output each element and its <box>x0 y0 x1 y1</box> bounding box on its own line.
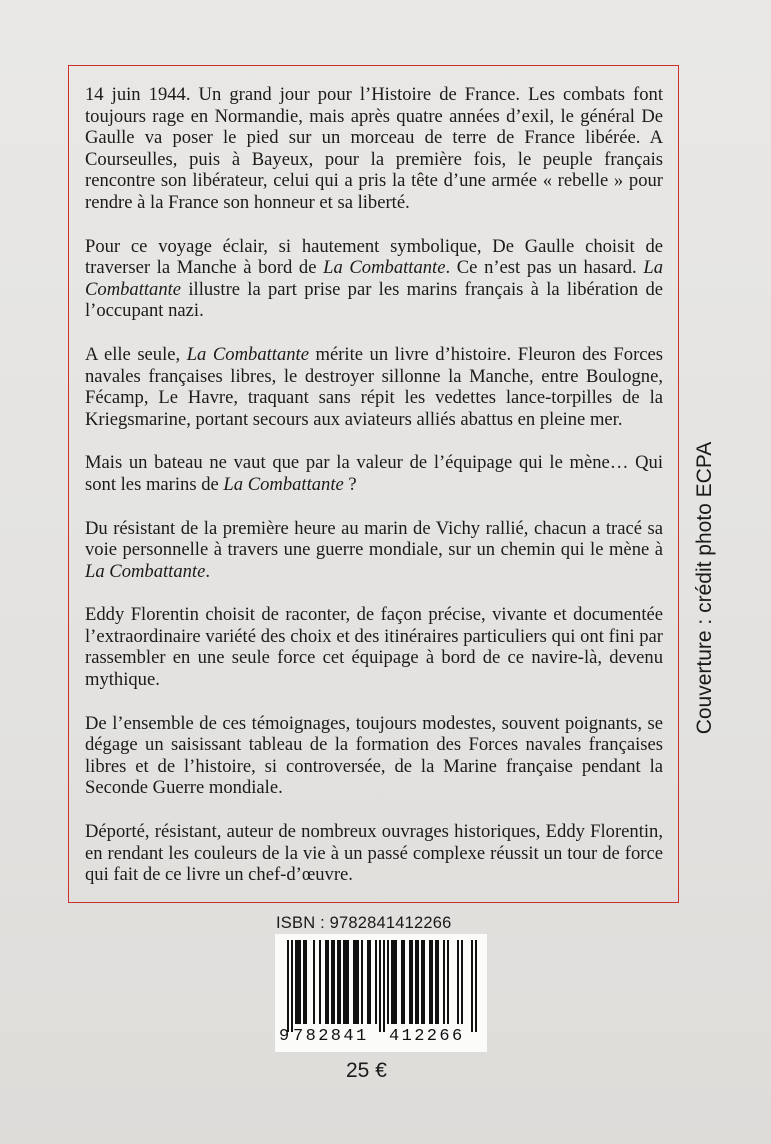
ship-name-italic: La Combattante <box>323 257 446 279</box>
barcode-bar <box>411 940 413 1024</box>
barcode-bar <box>347 940 349 1024</box>
barcode-right-group: 412266 <box>389 1027 465 1046</box>
paragraph-6-text: Eddy Florentin choisit de raconter, de façon précise, vivante et documentée l’extraordinaire variété des choix et des itinéraires particuliers qui ont fini par rassembler en une seule force cet équipage à bord de ce navire-là, devenu mythique. <box>85 604 663 691</box>
barcode <box>275 934 487 1052</box>
barcode-bar <box>331 940 333 1024</box>
paragraph-2-text-a: Pour ce voyage éclair, si hautement symbolique, De Gaulle choisit de traverser la Manche à bord de <box>85 235 663 279</box>
ship-name-italic: La Combattante <box>85 560 206 582</box>
paragraph-5-text-a: Du résistant de la première heure au marin de Vichy rallié, chacun a tracé sa voie personnelle à travers une guerre mondiale, sur un chemin qui le mène à <box>85 517 663 561</box>
barcode-guard-bar <box>287 940 289 1032</box>
barcode-bar <box>423 940 425 1024</box>
paragraph-2-text-c: illustre la part prise par les marins français à la libération de l’occupant nazi. <box>85 278 663 322</box>
barcode-bar <box>369 940 371 1024</box>
barcode-guard-bar <box>475 940 477 1032</box>
barcode-bar <box>437 940 439 1024</box>
ship-name-italic: La Combattante <box>85 257 663 300</box>
paragraph-3 <box>85 344 663 430</box>
paragraph-2 <box>85 236 663 322</box>
barcode-bar <box>431 940 433 1024</box>
barcode-left-group: 782841 <box>293 1027 369 1046</box>
isbn-label: ISBN : 9782841412266 <box>276 914 452 932</box>
barcode-bar <box>343 940 345 1024</box>
paragraph-8-text: Déporté, résistant, auteur de nombreux ouvrages historiques, Eddy Florentin, en rendant les couleurs de la vie à un passé complexe réussit un tour de force qui fait de ce livre un chef-d’œuvre. <box>85 821 663 886</box>
barcode-guard-bar <box>383 940 385 1032</box>
barcode-bar <box>375 940 377 1024</box>
barcode-bar <box>345 940 347 1024</box>
barcode-bar <box>435 940 437 1024</box>
barcode-bar <box>461 940 463 1024</box>
paragraph-1 <box>85 84 663 214</box>
paragraph-5-text-b: . <box>205 560 211 582</box>
photo-credit: Couverture : crédit photo ECPA <box>693 441 716 735</box>
barcode-bar <box>395 940 397 1024</box>
barcode-bar <box>447 940 449 1024</box>
barcode-bar <box>297 940 299 1024</box>
barcode-bar <box>353 940 355 1024</box>
barcode-bar <box>305 940 307 1024</box>
paragraph-1-text: 14 juin 1944. Un grand jour pour l’Histoire de France. Les combats font toujours rage en Normandie, mais après quatre années d’exil, le général De Gaulle va poser le pied sur un morceau de terre de France libérée. A Courseulles, puis à Bayeux, pour la première fois, le peuple français rencontre son libérateur, celui qui a pris la tête d’une armée « rebelle » pour rendre à la France son honneur et sa liberté. <box>85 84 663 213</box>
paragraph-4 <box>85 452 663 495</box>
barcode-first-digit: 9 <box>279 1027 290 1046</box>
barcode-bar <box>443 940 445 1024</box>
barcode-bar <box>417 940 419 1024</box>
barcode-bar <box>337 940 339 1024</box>
barcode-bar <box>401 940 403 1024</box>
barcode-bar <box>303 940 305 1024</box>
barcode-bar <box>387 940 389 1024</box>
barcode-bar <box>295 940 297 1024</box>
barcode-bar <box>391 940 393 1024</box>
barcode-bar <box>403 940 405 1024</box>
paragraph-3-text-b: mérite un livre d’histoire. Fleuron des Forces navales françaises libres, le destroyer sillonne la Manche, entre Boulogne, Fécamp, Le Havre, traquant sans répit les vedettes lance-torpilles de la Kriegsmarine, portant secours aux aviateurs alliés abattus en pleine mer. <box>85 343 663 430</box>
paragraph-8 <box>85 821 663 886</box>
barcode-bar <box>409 940 411 1024</box>
barcode-bar <box>327 940 329 1024</box>
paragraph-4-text-b: ? <box>343 473 357 495</box>
barcode-bar <box>361 940 363 1024</box>
paragraph-6 <box>85 604 663 690</box>
barcode-bar <box>339 940 341 1024</box>
barcode-bar <box>393 940 395 1024</box>
barcode-bar <box>299 940 301 1024</box>
barcode-bar <box>357 940 359 1024</box>
paragraph-5 <box>85 518 663 583</box>
barcode-guard-bar <box>291 940 293 1032</box>
barcode-bar <box>429 940 431 1024</box>
barcode-bar <box>415 940 417 1024</box>
paragraph-7 <box>85 713 663 799</box>
barcode-bar <box>421 940 423 1024</box>
ship-name-italic: La Combattante <box>186 343 309 365</box>
paragraph-3-text-a: A elle seule, <box>85 343 187 365</box>
blurb-text <box>85 84 663 886</box>
barcode-bar <box>333 940 335 1024</box>
barcode-bar <box>325 940 327 1024</box>
barcode-guard-bar <box>471 940 473 1032</box>
barcode-bar <box>313 940 315 1024</box>
paragraph-4-text-a: Mais un bateau ne vaut que par la valeur de l’équipage qui le mène… Qui sont les marins de <box>85 452 663 495</box>
barcode-bar <box>367 940 369 1024</box>
barcode-digits <box>279 1026 483 1048</box>
barcode-bar <box>319 940 321 1024</box>
barcode-bar <box>355 940 357 1024</box>
ship-name-italic: La Combattante <box>223 473 344 495</box>
price: 25 € <box>346 1059 387 1082</box>
barcode-bar <box>457 940 459 1024</box>
barcode-guard-bar <box>379 940 381 1032</box>
barcode-bars <box>275 934 487 1034</box>
paragraph-2-text-b: . Ce n’est pas un hasard. <box>445 257 644 279</box>
paragraph-7-text: De l’ensemble de ces témoignages, toujours modestes, souvent poignants, se dégage un saisissant tableau de la formation des Forces navales françaises libres et de l’histoire, si controversée, de la Marine française pendant la Seconde Guerre mondiale. <box>85 712 663 799</box>
